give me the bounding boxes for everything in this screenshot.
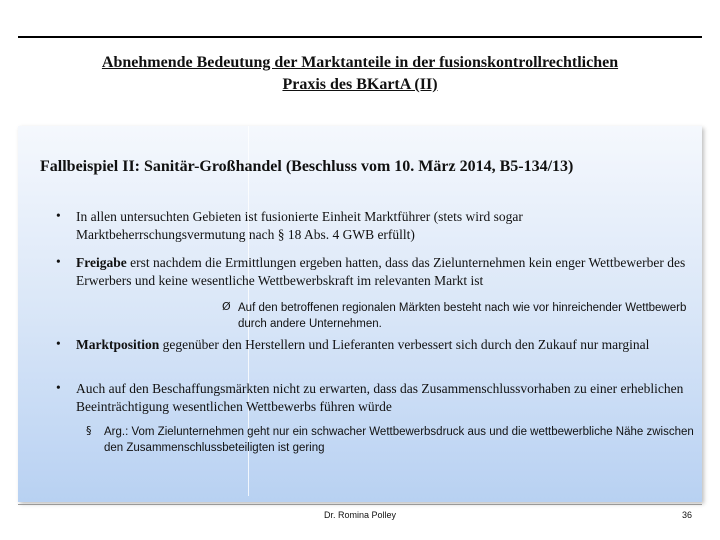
square-bullet-icon: § — [86, 424, 92, 437]
bullet-item-1: In allen untersuchten Gebieten ist fusionierte Einheit Marktführer (stets wird sogar Marktbeherrschungsvermutung nach § 18 Abs. 4 GWB erfüllt) — [76, 209, 523, 242]
bullet-item-2 — [76, 254, 686, 290]
arrow-bullet-icon: Ø — [222, 300, 231, 313]
case-heading: Fallbeispiel II: Sanitär-Großhandel (Beschluss vom 10. März 2014, B5-134/13) — [40, 158, 574, 175]
sub-bullet-argument: Arg.: Vom Zielunternehmen geht nur ein schwacher Wettbewerbsdruck aus und die wettbewerbliche Nähe zwischen den Zusammenschlussbeteiligten ist gering — [104, 426, 694, 454]
footer-rule — [18, 504, 702, 505]
bullet-item-2-bold: Freigabe — [76, 255, 127, 270]
page-number: 36 — [682, 510, 693, 520]
sub-bullet-competition: Auf den betroffenen regionalen Märkten besteht nach wie vor hinreichender Wettbewerb durch andere Unternehmen. — [238, 302, 687, 330]
bullet-item-3 — [76, 336, 696, 354]
footer-author: Dr. Romina Polley — [323, 510, 397, 520]
bullet-marker: • — [56, 254, 61, 269]
slide-title-line-2: Praxis des BKartA (II) — [282, 76, 438, 93]
bullet-marker: • — [56, 208, 61, 223]
bullet-item-4: Auch auf den Beschaffungsmärkten nicht zu erwarten, dass das Zusammenschlussvorhaben zu einer erheblichen Beeinträchtigung wesentlichen Wettbewerbs führen würde — [76, 381, 684, 414]
bullet-marker: • — [56, 336, 61, 351]
slide-title-line-1: Abnehmende Bedeutung der Marktanteile in der fusionskontrollrechtlichen — [101, 54, 619, 71]
bullet-marker: • — [56, 380, 61, 395]
bullet-item-3-bold: Marktposition — [76, 337, 160, 352]
bullet-item-2-text: erst nachdem die Ermittlungen ergeben hatten, dass das Zielunternehmen kein enger Wettbewerber des Erwerbers und keine wesentliche Wettbewerbskraft im relevanten Markt ist — [76, 255, 686, 288]
bullet-item-3-text: gegenüber den Herstellern und Lieferanten verbessert sich durch den Zukauf nur marginal — [159, 337, 650, 352]
